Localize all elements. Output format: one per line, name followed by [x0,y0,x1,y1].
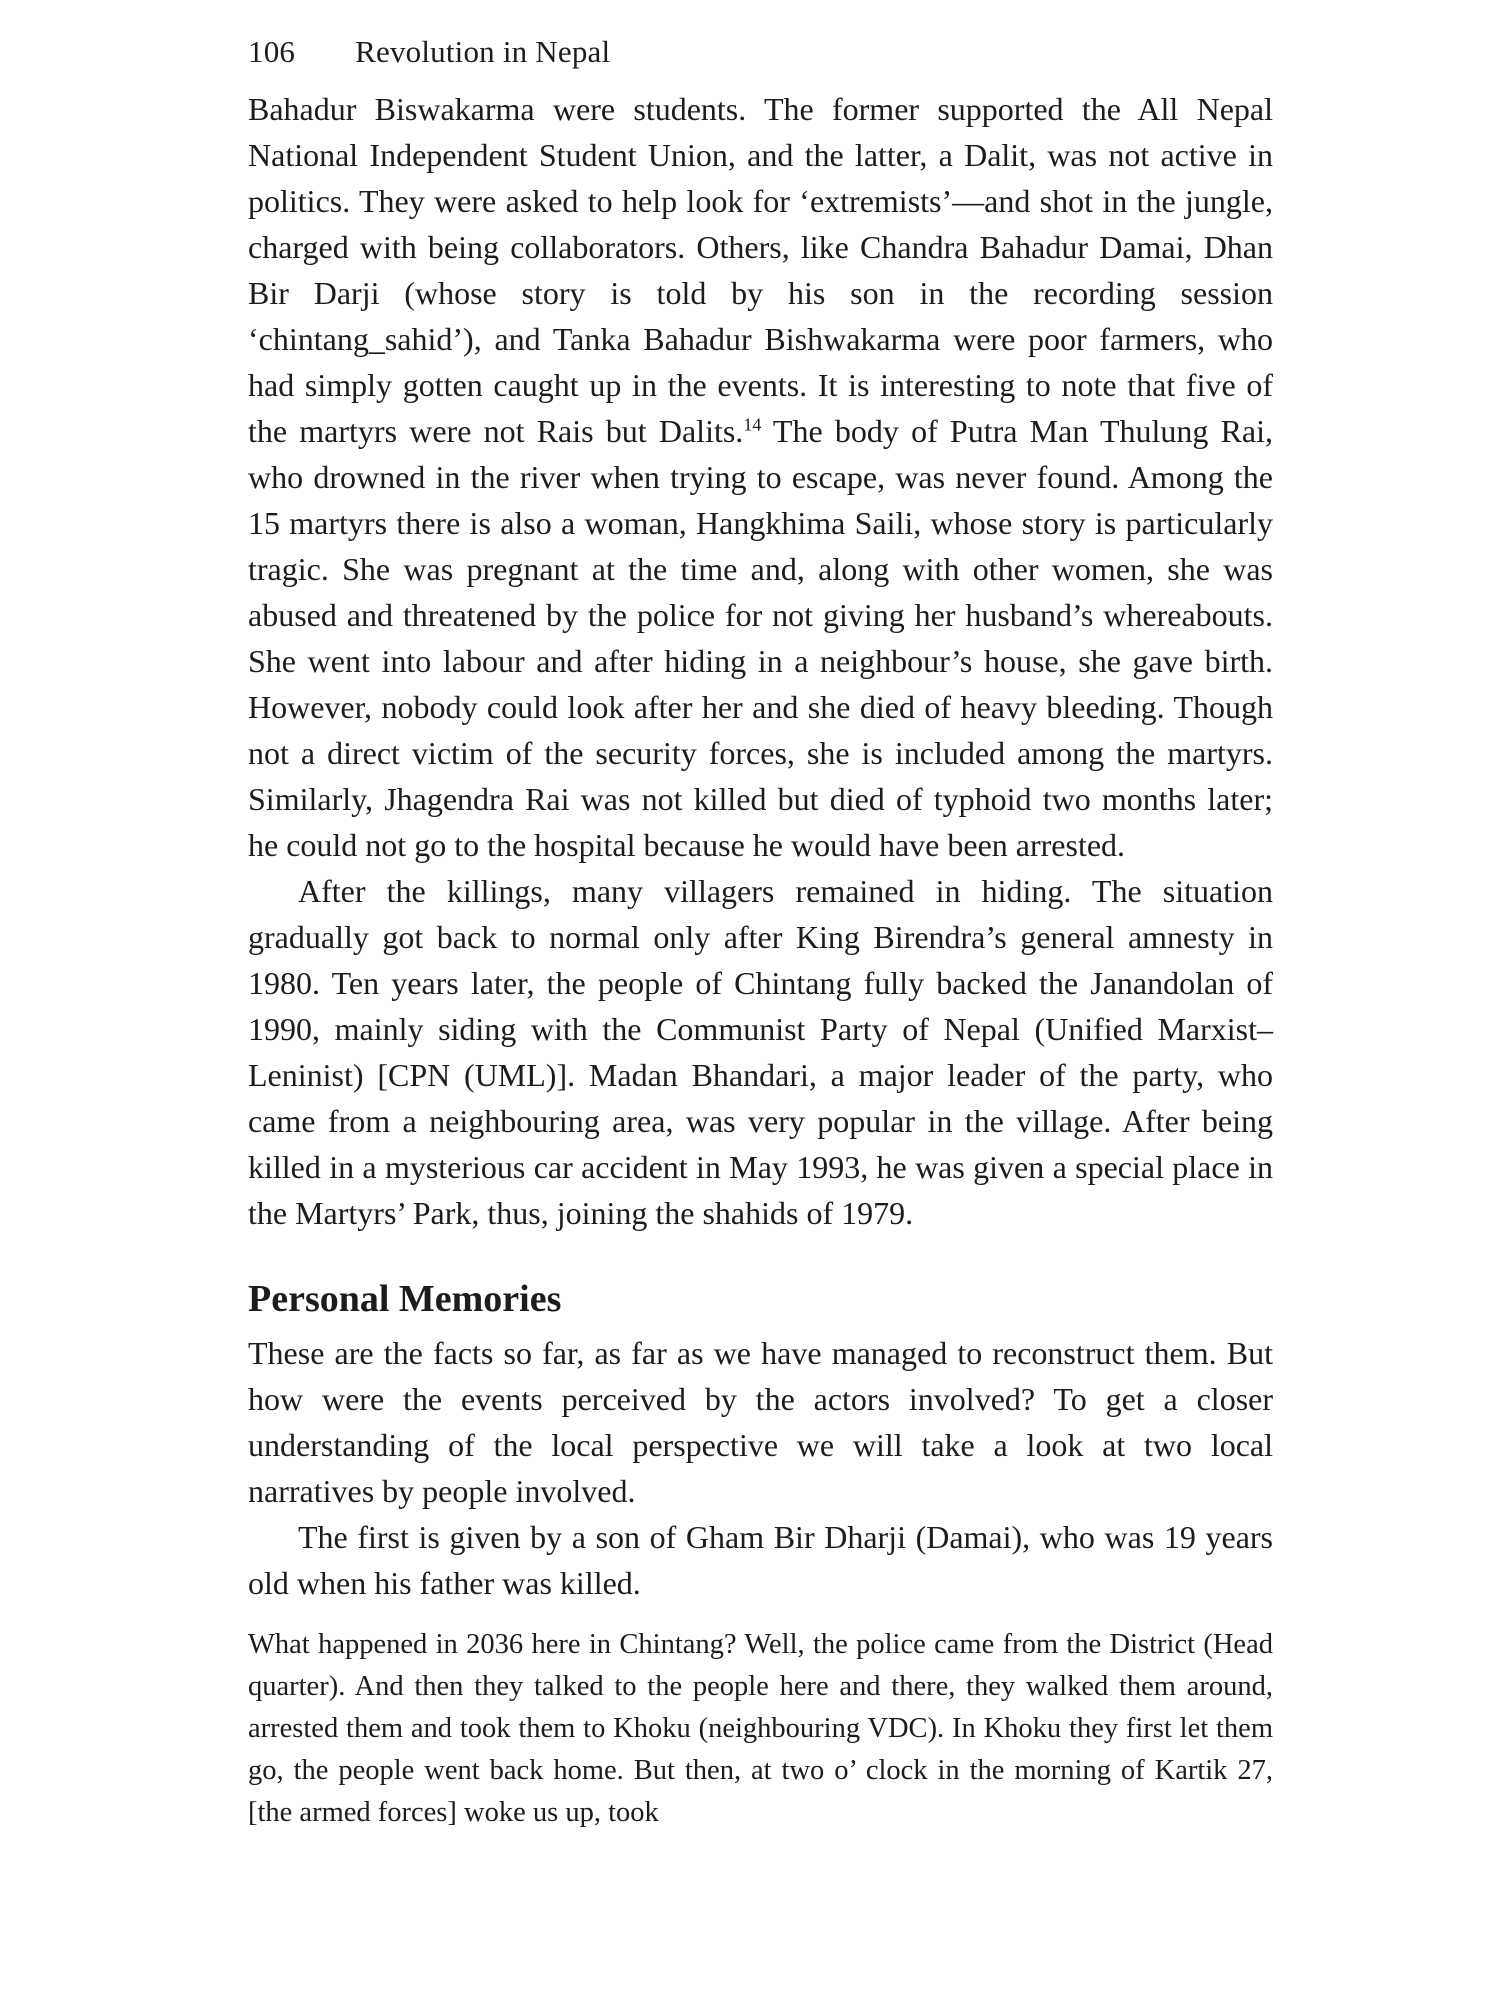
running-head-title: Revolution in Nepal [355,34,611,69]
block-quote [248,1624,1273,1834]
paragraph-4: The first is given by a son of Gham Bir Dharji (Damai), who was 19 years old when his father was killed. [248,1519,1273,1601]
paragraph-1 [248,86,1273,868]
section-heading: Personal Memories [248,1278,562,1320]
paragraph-3: These are the facts so far, as far as we have managed to reconstruct them. But how were the events perceived by the actors involved? To get a closer understanding of the local perspective we will take a look at two local narratives by people involved. [248,1335,1273,1509]
book-page [248,30,1273,1834]
page-number: 106 [248,34,296,69]
paragraph-1-part-a: Bahadur Biswakarma were students. The former supported the All Nepal National Independent Student Union, and the latter, a Dalit, was not active in politics. They were asked to help look for ‘extremists’—and shot in the jungle, charged with being collaborators. Others, like Chandra Bahadur Damai, Dhan Bir Darji (whose story is told by his son in the recording session ‘chintang_sahid’), and Tanka Bahadur Bishwakarma were poor farmers, who had simply gotten caught up in the events. It is interesting to note that five of the martyrs were not Rais but Dalits. [248,91,1273,449]
paragraph-2: After the killings, many villagers remained in hiding. The situation gradually got back to normal only after King Birendra’s general amnesty in 1980. Ten years later, the people of Chintang fully backed the Janandolan of 1990, mainly siding with the Communist Party of Nepal (Unified Marxist–Leninist) [CPN (UML)]. Madan Bhandari, a major leader of the party, who came from a neighbouring area, was very popular in the village. After being killed in a mysterious car accident in May 1993, he was given a special place in the Martyrs’ Park, thus, joining the shahids of 1979. [248,873,1273,1231]
running-head [248,30,1273,74]
footnote-marker[interactable]: 14 [743,414,762,435]
block-quote-text: What happened in 2036 here in Chintang? Well, the police came from the District (Head quarter). And then they talked to the people here and there, they walked them around, arrested them and took them to Khoku (neighbouring VDC). In Khoku they first let them go, the people went back home. But then, at two o’ clock in the morning of Kartik 27, [the armed forces] woke us up, took [248,1629,1273,1828]
paragraph-1-part-b: The body of Putra Man Thulung Rai, who drowned in the river when trying to escape, was never found. Among the 15 martyrs there is also a woman, Hangkhima Saili, whose story is particularly tragic. She was pregnant at the time and, along with other women, she was abused and threatened by the police for not giving her husband’s whereabouts. She went into labour and after hiding in a neighbour’s house, she gave birth. However, nobody could look after her and she died of heavy bleeding. Though not a direct victim of the security forces, she is included among the martyrs. Similarly, Jhagendra Rai was not killed but died of typhoid two months later; he could not go to the hospital because he would have been arrested. [248,413,1274,863]
body-text [248,86,1273,1606]
